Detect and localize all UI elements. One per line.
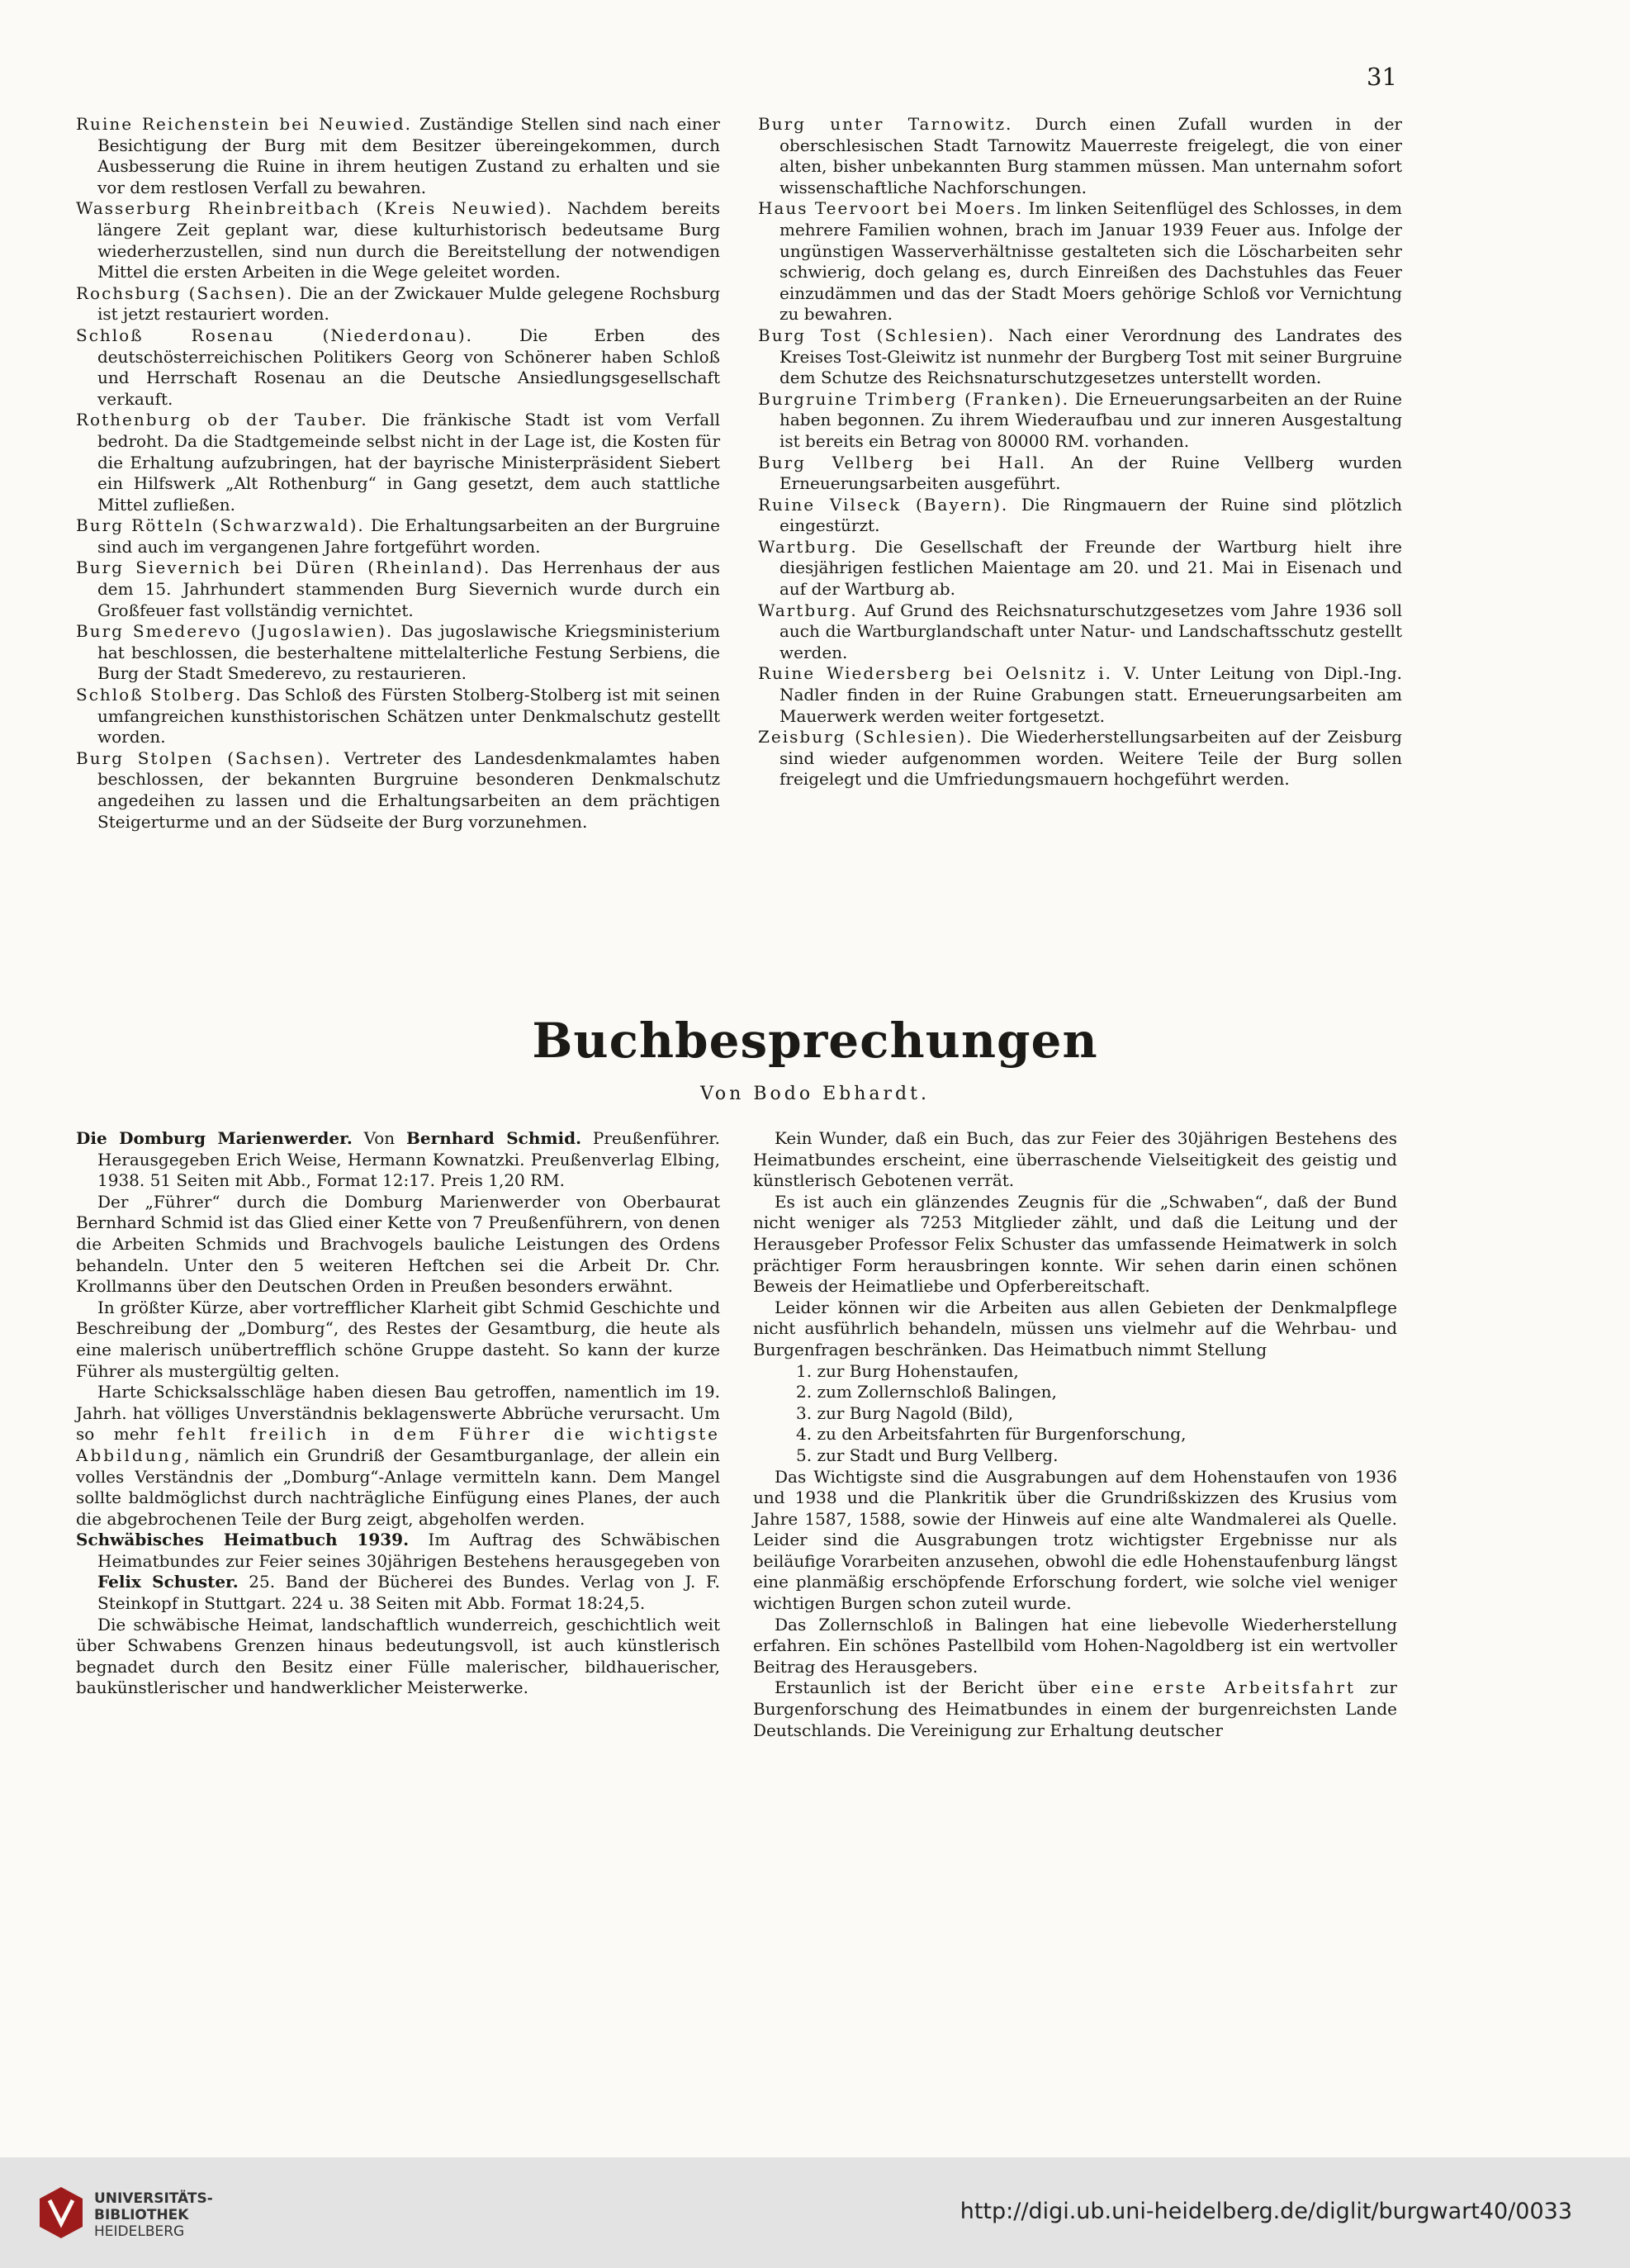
source-url-link[interactable]: http://digi.ub.uni-heidelberg.de/diglit/burgwart40/0033 [960,2199,1572,2224]
news-entry: Burg unter Tarnowitz. Durch einen Zufall wurden in der oberschlesischen Stadt Tarnowitz Mauerreste freigelegt, die von einer alten, bisher unbekannten Burg stammen müssen. Man unternahm sofort wissenschaftliche Nachforschungen. [758,114,1402,197]
review-paragraph: Das Zollernschloß in Balingen hat eine liebevolle Wiederherstellung erfahren. Ein schönes Pastellbild vom Hohen-Nagoldberg ist ein wertvoller Beitrag des Herausgebers. [753,1614,1397,1677]
list-item: 2. zum Zollernschloß Balingen, [796,1382,1057,1402]
library-name: UNIVERSITÄTS- BIBLIOTHEK HEIDELBERG [94,2190,213,2240]
news-entry: Rochsburg (Sachsen). Die an der Zwickauer Mulde gelegene Rochsburg ist jetzt restauriert worden. [76,282,721,325]
list-item: 5. zur Stadt und Burg Vellberg. [796,1445,1059,1465]
review-paragraph: Das Wichtigste sind die Ausgrabungen auf dem Hohenstaufen von 1936 und 1938 und die Plankritik über die Grundrißskizzen des Krusius vom Jahre 1587, 1588, sowie der Hinweis auf eine alte Wandmalerei als Quelle. Leider sind die Ausgrabungen trotz wichtigster Ergebnisse nur als beiläufige Vorarbeiten anzusehen, obwohl die edle Hohenstaufenburg längst eine planmäßig erschöpfende Erforschung fordert, wie solche viel weniger wichtigen Burgen schon zuteil wurde. [753,1466,1397,1614]
news-entry: Schloß Stolberg. Das Schloß des Fürsten Stolberg-Stolberg ist mit seinen umfangreichen kunsthistorischen Schätzen unter Denkmalschutz gestellt worden. [76,685,720,747]
news-entry: Burgruine Trimberg (Franken). Die Erneuerungsarbeiten an der Ruine haben begonnen. Zu ihrem Wiederaufbau und zur inneren Ausgestaltung ist bereits ein Betrag von 80000 RM. vorhanden. [758,388,1402,451]
review-paragraph: Leider können wir die Arbeiten aus allen Gebieten der Denkmalpflege nicht ausführlich behandeln, müssen uns vielmehr auf die Wehrbau- und Burgenfragen beschränken. Das Heimatbuch nimmt Stellung [753,1297,1397,1359]
news-entry: Burg Sievernich bei Düren (Rheinland). Das Herrenhaus der aus dem 15. Jahrhundert stammenden Burg Sievernich wurde durch ein Großfeuer fast vollständig vernichtet. [76,558,720,620]
news-entry: Burg Vellberg bei Hall. An der Ruine Vellberg wurden Erneuerungsarbeiten ausgeführt. [758,452,1402,494]
news-entry: Zeisburg (Schlesien). Die Wiederherstellungsarbeiten auf der Zeisburg sind wieder aufgenommen worden. Weitere Teile der Burg sollen freigelegt und die Umfriedungsmauern hochgeführt werden. [758,727,1402,790]
footer-bar [0,2157,1630,2268]
review-paragraph: Es ist auch ein glänzendes Zeugnis für die „Schwaben“, daß der Bund nicht weniger als 7253 Mitglieder zählt, und daß die Leitung und der Herausgeber Professor Felix Schuster das umfassende Heimatwerk in solch prächtiger Form herausbringen konnte. Wir sehen darin einen schönen Beweis der Heimatliebe und Opferbereitschaft. [753,1191,1397,1297]
review-column-left [76,1128,720,1699]
page-number: 31 [1367,63,1397,91]
review-paragraph: Erstaunlich ist der Bericht über eine erste Arbeitsfahrt zur Burgenforschung des Heimatbundes in einem der burgenreichsten Lande Deutschlands. Die Vereinigung zur Erhaltung deutscher [753,1677,1397,1740]
review-paragraph: Kein Wunder, daß ein Buch, das zur Feier des 30jährigen Bestehens des Heimatbundes erscheint, eine überraschende Vielseitigkeit des geistig und künstlerisch Gebotenen verrät. [753,1128,1397,1191]
review-column-right [753,1128,1397,1741]
news-entry: Burg Rötteln (Schwarzwald). Die Erhaltungsarbeiten an der Burgruine sind auch im vergangenen Jahre fortgeführt worden. [76,515,720,557]
news-column-right [758,114,1402,790]
review-paragraph: Der „Führer“ durch die Domburg Marienwerder von Oberbaurat Bernhard Schmid ist das Glied einer Kette von 7 Preußenführern, von denen die Arbeiten Schmids und Brachvogels bauliche Leistungen des Ordens behandeln. Unter den 5 weiteren Heftchen sei die Arbeit Dr. Chr. Krollmanns über den Deutschen Orden in Preußen besonders erwähnt. [76,1191,720,1297]
news-entry: Schloß Rosenau (Niederdonau). Die Erben des deutschösterreichischen Politikers Georg von Schönerer haben Schloß und Herrschaft Rosenau an die Deutsche Ansiedlungsgesellschaft verkauft. [76,325,721,409]
news-entry: Wasserburg Rheinbreitbach (Kreis Neuwied). Nachdem bereits längere Zeit geplant war, diese kulturhistorisch bedeutsame Burg wiederherzustellen, sind nun durch die Bereitstellung der notwendigen Mittel die ersten Arbeiten in die Wege geleitet worden. [76,198,720,282]
news-entry: Wartburg. Auf Grund des Reichsnaturschutzgesetzes vom Jahre 1936 soll auch die Wartburglandschaft unter Natur- und Landschaftsschutz gestellt werden. [758,600,1402,662]
news-entry: Ruine Vilseck (Bayern). Die Ringmauern der Ruine sind plötzlich eingestürzt. [758,494,1402,536]
section-heading: Buchbesprechungen [532,1013,1098,1069]
review-header: Die Domburg Marienwerder. Von Bernhard Schmid. Preußenführer. Herausgegeben Erich Weise, Hermann Kownatzki. Preußenverlag Elbing, 1938. 51 Seiten mit Abb., Format 12:17. Preis 1,20 RM. [76,1128,721,1191]
review-header: Schwäbisches Heimatbuch 1939. Im Auftrag des Schwäbischen Heimatbundes zur Feier seines 30jährigen Bestehens herausgegeben von Felix Schuster. 25. Band der Bücherei des Bundes. Verlag von J. F. Steinkopf in Stuttgart. 224 u. 38 Seiten mit Abb. Format 18:24,5. [76,1530,720,1614]
news-entry: Wartburg. Die Gesellschaft der Freunde der Wartburg hielt ihre diesjährigen festlichen Maientage am 20. und 21. Mai in Eisenach und auf der Wartburg ab. [758,536,1402,600]
section-author: Von Bodo Ebhardt. [700,1084,930,1104]
news-entry: Ruine Reichenstein bei Neuwied. Zuständige Stellen sind nach einer Besichtigung der Burg mit dem Besitzer übereingekommen, durch Ausbesserung die Ruine in ihrem heutigen Zustand zu erhalten und sie vor dem restlosen Verfall zu bewahren. [76,114,720,197]
news-column-left [76,114,720,833]
news-entry: Haus Teervoort bei Moers. Im linken Seitenflügel des Schlosses, in dem mehrere Familien wohnen, brach im Januar 1939 Feuer aus. Infolge der ungünstigen Wasserverhältnisse gestalteten sich die Löscharbeiten sehr schwierig, doch gelang es, durch Einreißen des Dachstuhles das Feuer einzudämmen und das der Stadt Moers gehörige Schloß vor Vernichtung zu bewahren. [758,198,1403,325]
news-entry: Ruine Wiedersberg bei Oelsnitz i. V. Unter Leitung von Dipl.-Ing. Nadler finden in der Ruine Grabungen statt. Erneuerungsarbeiten am Mauerwerk werden weiter fortgesetzt. [758,663,1402,726]
news-entry: Burg Stolpen (Sachsen). Vertreter des Landesdenkmalamtes haben beschlossen, der bekannten Burgruine besonderen Denkmalschutz angedeihen zu lassen und die Erhaltungsarbeiten an dem prächtigen Steigerturme und an der Südseite der Burg vorzunehmen. [76,747,720,832]
review-paragraph: In größter Kürze, aber vortrefflicher Klarheit gibt Schmid Geschichte und Beschreibung der „Domburg“, des Restes der Gesamtburg, die heute als eine malerisch unübertrefflich schöne Gruppe dasteht. So kann der kurze Führer als mustergültig gelten. [76,1297,720,1381]
review-paragraph: Harte Schicksalsschläge haben diesen Bau getroffen, namentlich im 19. Jahrh. hat völliges Unverständnis beklagenswerte Abbrüche verursacht. Um so mehr fehlt freilich in dem Führer die wichtigste Abbildung, nämlich ein Grundriß der Gesamtburganlage, der allein ein volles Verständnis der „Domburg“-Anlage vermitteln kann. Dem Mangel sollte baldmöglichst durch nachträgliche Einfügung eines Planes, der auch die abgebrochenen Teile der Burg zeigt, abgeholfen werden. [76,1382,721,1529]
review-paragraph: Die schwäbische Heimat, landschaftlich wunderreich, geschichtlich weit über Schwabens Grenzen hinaus bedeutungsvoll, ist auch künstlerisch begnadet durch den Besitz einer Fülle malerischer, bildhauerischer, baukünstlerischer und handwerklicher Meisterwerke. [76,1614,720,1698]
news-entry: Burg Smederevo (Jugoslawien). Das jugoslawische Kriegsministerium hat beschlossen, die besterhaltene mittelalterliche Festung Serbiens, die Burg der Stadt Smederevo, zu restaurieren. [76,621,720,684]
list-item: 3. zur Burg Nagold (Bild), [796,1402,1014,1423]
library-logo-icon [36,2185,86,2240]
news-entry: Burg Tost (Schlesien). Nach einer Verordnung des Landrates des Kreises Tost-Gleiwitz ist nunmehr der Burgberg Tost mit seiner Burgruine dem Schutze des Reichsnaturschutzgesetzes unterstellt worden. [758,325,1403,388]
topic-list [753,1361,1397,1467]
news-entry: Rothenburg ob der Tauber. Die fränkische Stadt ist vom Verfall bedroht. Da die Stadtgemeinde selbst nicht in der Lage ist, die Kosten für die Erhaltung aufzubringen, hat der bayrische Ministerpräsident Siebert ein Hilfswerk „Alt Rothenburg“ in Gang gesetzt, dem auch stattliche Mittel zufließen. [76,410,720,515]
list-item: 1. zur Burg Hohenstaufen, [796,1360,1019,1381]
list-item: 4. zu den Arbeitsfahrten für Burgenforschung, [796,1424,1187,1445]
